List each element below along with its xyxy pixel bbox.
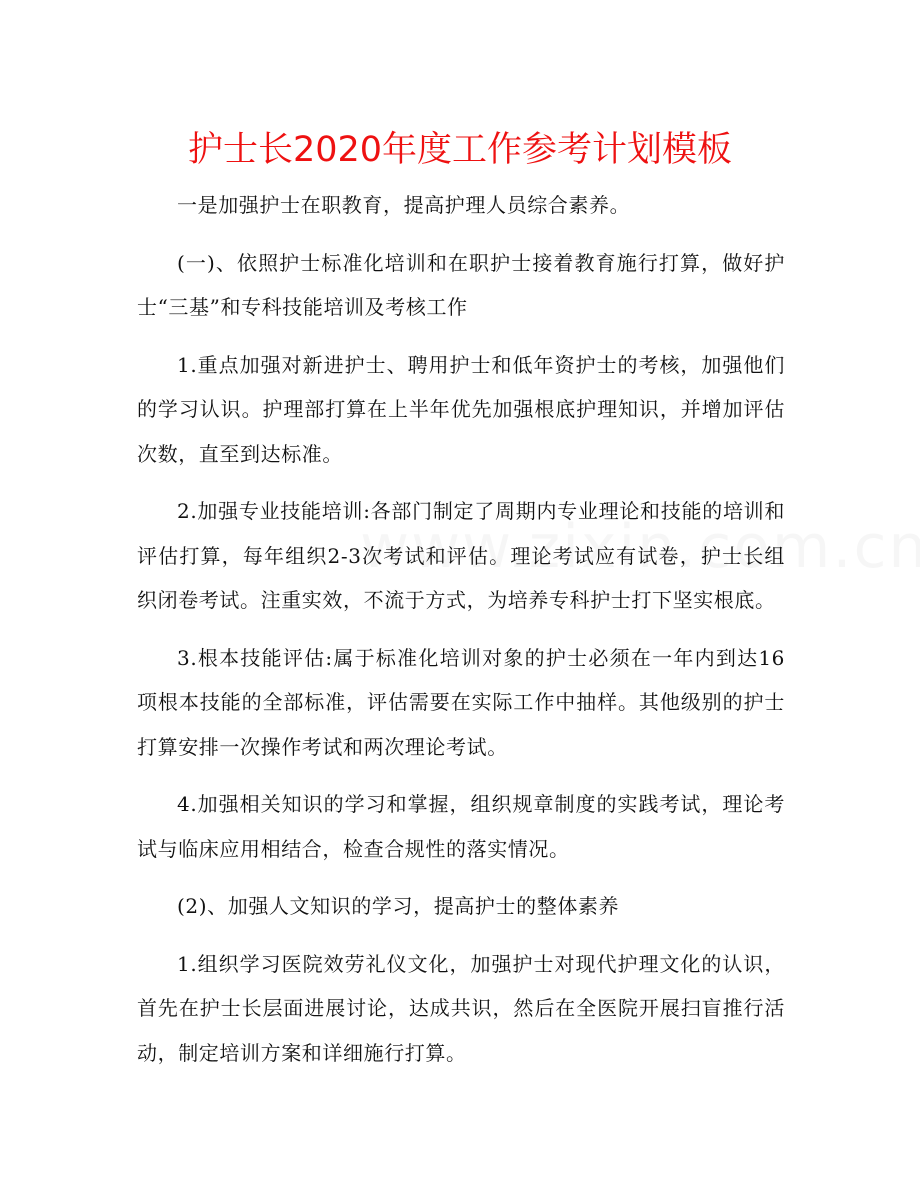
document-body bbox=[137, 183, 785, 1088]
document-title: 护士长2020年度工作参考计划模板 bbox=[187, 130, 733, 170]
paragraph-item-4: 4.加强相关知识的学习和掌握，组织规章制度的实践考试，理论考试与临床应用相结合，检查合规性的落实情况。 bbox=[137, 792, 785, 861]
paragraph-item-3: 3.根本技能评估:属于标准化培训对象的护士必须在一年内到达16项根本技能的全部标准，评估需要在实际工作中抽样。其他级别的护士打算安排一次操作考试和两次理论考试。 bbox=[137, 645, 785, 759]
paragraph-intro: 一是加强护士在职教育，提高护理人员综合素养。 bbox=[177, 193, 631, 217]
paragraph-item-1: 1.重点加强对新进护士、聘用护士和低年资护士的考核，加强他们的学习认识。护理部打算在上半年优先加强根底护理知识，并增加评估次数，直至到达标准。 bbox=[137, 352, 785, 466]
paragraph-section-2-item-1: 1.组织学习医院效劳礼仪文化，加强护士对现代护理文化的认识，首先在护士长层面进展讨论，达成共识，然后在全医院开展扫盲推行活动，制定培训方案和详细施行打算。 bbox=[137, 951, 785, 1065]
paragraph-section-1: (一)、依照护士标准化培训和在职护士接着教育施行打算，做好护士“三基”和专科技能培训及考核工作 bbox=[137, 250, 785, 319]
paragraph-item-2: 2.加强专业技能培训:各部门制定了周期内专业理论和技能的培训和评估打算，每年组织2-3次考试和评估。理论考试应有试卷，护士长组织闭卷考试。注重实效，不流于方式，为培养专科护士打下坚实根底。 bbox=[137, 499, 785, 612]
paragraph-section-2: (2)、加强人文知识的学习，提高护士的整体素养 bbox=[177, 894, 620, 918]
